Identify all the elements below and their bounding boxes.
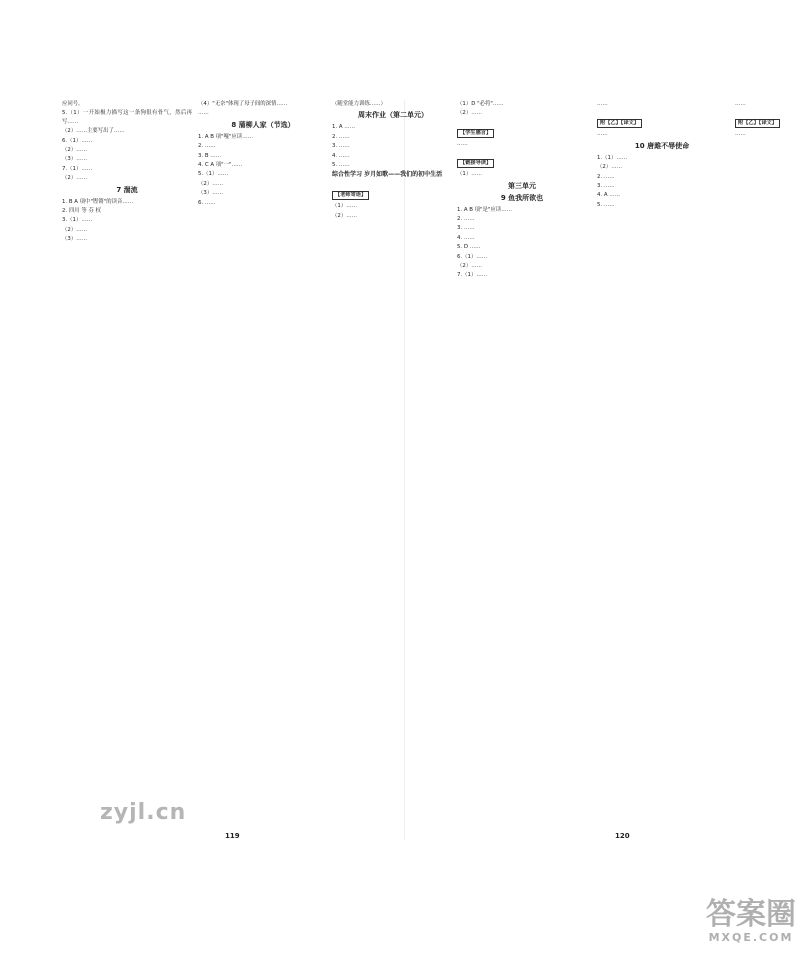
text-line: 5.（1）…… bbox=[198, 171, 229, 178]
text-line: 4. …… bbox=[332, 152, 350, 159]
text-line: 4. C A 项"一"…… bbox=[198, 162, 243, 169]
text-line: …… bbox=[457, 140, 468, 147]
text-line: 5. …… bbox=[597, 201, 615, 208]
text-line: …… bbox=[597, 101, 608, 107]
text-line: 1. B A 项中"铿锵"的读音…… bbox=[62, 198, 134, 205]
text-line: 3. …… bbox=[332, 143, 350, 150]
text-line: 4. …… bbox=[457, 234, 475, 241]
text-line: 6.（1）…… bbox=[62, 137, 93, 144]
section-tag: 【老师寄语】 bbox=[332, 191, 369, 200]
text-line: （1）…… bbox=[332, 203, 357, 210]
text-line: 1. A B 项"是"应读…… bbox=[457, 206, 512, 213]
left-col-1 bbox=[62, 100, 192, 800]
text-line: …… bbox=[735, 101, 746, 107]
section-tag: 附【乙】【译文】 bbox=[597, 119, 642, 128]
section-title: 7 湍流 bbox=[116, 185, 138, 194]
watermark-left: zyjl.cn bbox=[100, 800, 187, 825]
text-line: 6.（1）…… bbox=[457, 253, 488, 260]
text-line: （3）…… bbox=[62, 156, 87, 163]
text-line: （2）…… bbox=[198, 180, 223, 187]
text-line: （2）…… bbox=[62, 147, 87, 154]
left-page bbox=[0, 100, 443, 840]
right-col-3 bbox=[735, 100, 807, 800]
right-col-1 bbox=[457, 100, 587, 800]
section-title: 8 蒲柳人家（节选） bbox=[231, 120, 295, 129]
text-line: 3. …… bbox=[457, 225, 475, 232]
text-line: 1. A …… bbox=[332, 124, 356, 131]
text-line: （3）…… bbox=[62, 236, 87, 243]
text-line: （2）…… bbox=[597, 164, 622, 171]
text-line: （2）……主要写出了…… bbox=[62, 128, 125, 135]
text-line: 7.（1）…… bbox=[457, 272, 488, 279]
text-line: 2. …… bbox=[198, 143, 216, 150]
section-title: 综合性学习 岁月如歌——我们的初中生活 bbox=[332, 171, 443, 179]
text-line: 2. …… bbox=[457, 216, 475, 223]
section-title: 周末作业（第二单元） bbox=[358, 111, 428, 120]
right-col-2 bbox=[597, 100, 727, 800]
watermark-right-main: 答案圈 bbox=[706, 897, 796, 932]
text-line: （1）D "必将"…… bbox=[457, 101, 504, 107]
text-line: 6. …… bbox=[198, 199, 216, 206]
watermark-right-sub: MXQE.COM bbox=[708, 931, 794, 944]
text-line: 3.（1）…… bbox=[62, 217, 93, 224]
text-line: （1）…… bbox=[457, 171, 482, 178]
section-title: 10 唐雎不辱使命 bbox=[634, 141, 690, 150]
text-line: 5. …… bbox=[332, 162, 350, 169]
text-line: 2. …… bbox=[597, 173, 615, 180]
text-line: …… bbox=[198, 110, 209, 117]
text-line: （2）…… bbox=[457, 263, 482, 270]
text-line: （2）…… bbox=[62, 175, 87, 182]
text-line: （随堂能力训练……） bbox=[332, 101, 386, 107]
section-title: 9 鱼我所欲也 bbox=[500, 193, 544, 202]
text-line: 1.（1）…… bbox=[597, 154, 628, 161]
left-col-2 bbox=[198, 100, 328, 800]
watermark-right bbox=[706, 899, 796, 944]
text-line: （4）"无奈"体现了母子间的深情…… bbox=[198, 101, 288, 107]
text-line: 3. B …… bbox=[198, 152, 222, 159]
page-number: 119 bbox=[225, 832, 240, 840]
text-line: 4. A …… bbox=[597, 192, 621, 199]
text-line: 应同号。 bbox=[62, 101, 84, 107]
text-line: （2）…… bbox=[62, 226, 87, 233]
section-tag: 【链接导读】 bbox=[457, 159, 494, 168]
text-line: 3. …… bbox=[597, 183, 615, 190]
text-line: 2. 四川 等 芬 权 bbox=[62, 208, 101, 215]
text-line: …… bbox=[597, 131, 608, 138]
text-line: （2）…… bbox=[457, 110, 482, 117]
text-line: （2）…… bbox=[332, 212, 357, 219]
text-line: 5. D …… bbox=[457, 244, 481, 251]
text-line: 2. …… bbox=[332, 133, 350, 140]
page-number: 120 bbox=[615, 832, 630, 840]
text-line: 5.（1）一开始极力描写这一条狗很有骨气，然后再写…… bbox=[62, 110, 192, 125]
right-page bbox=[405, 100, 810, 840]
text-line: （3）…… bbox=[198, 190, 223, 197]
section-tag: 【学生感言】 bbox=[457, 129, 494, 138]
section-tag: 附【乙】【译文】 bbox=[735, 119, 780, 128]
text-line: 7.（1）…… bbox=[62, 165, 93, 172]
text-line: …… bbox=[735, 131, 746, 138]
unit-title: 第三单元 bbox=[508, 181, 536, 190]
text-line: 1. A B 项"嘎"应读…… bbox=[198, 133, 253, 140]
